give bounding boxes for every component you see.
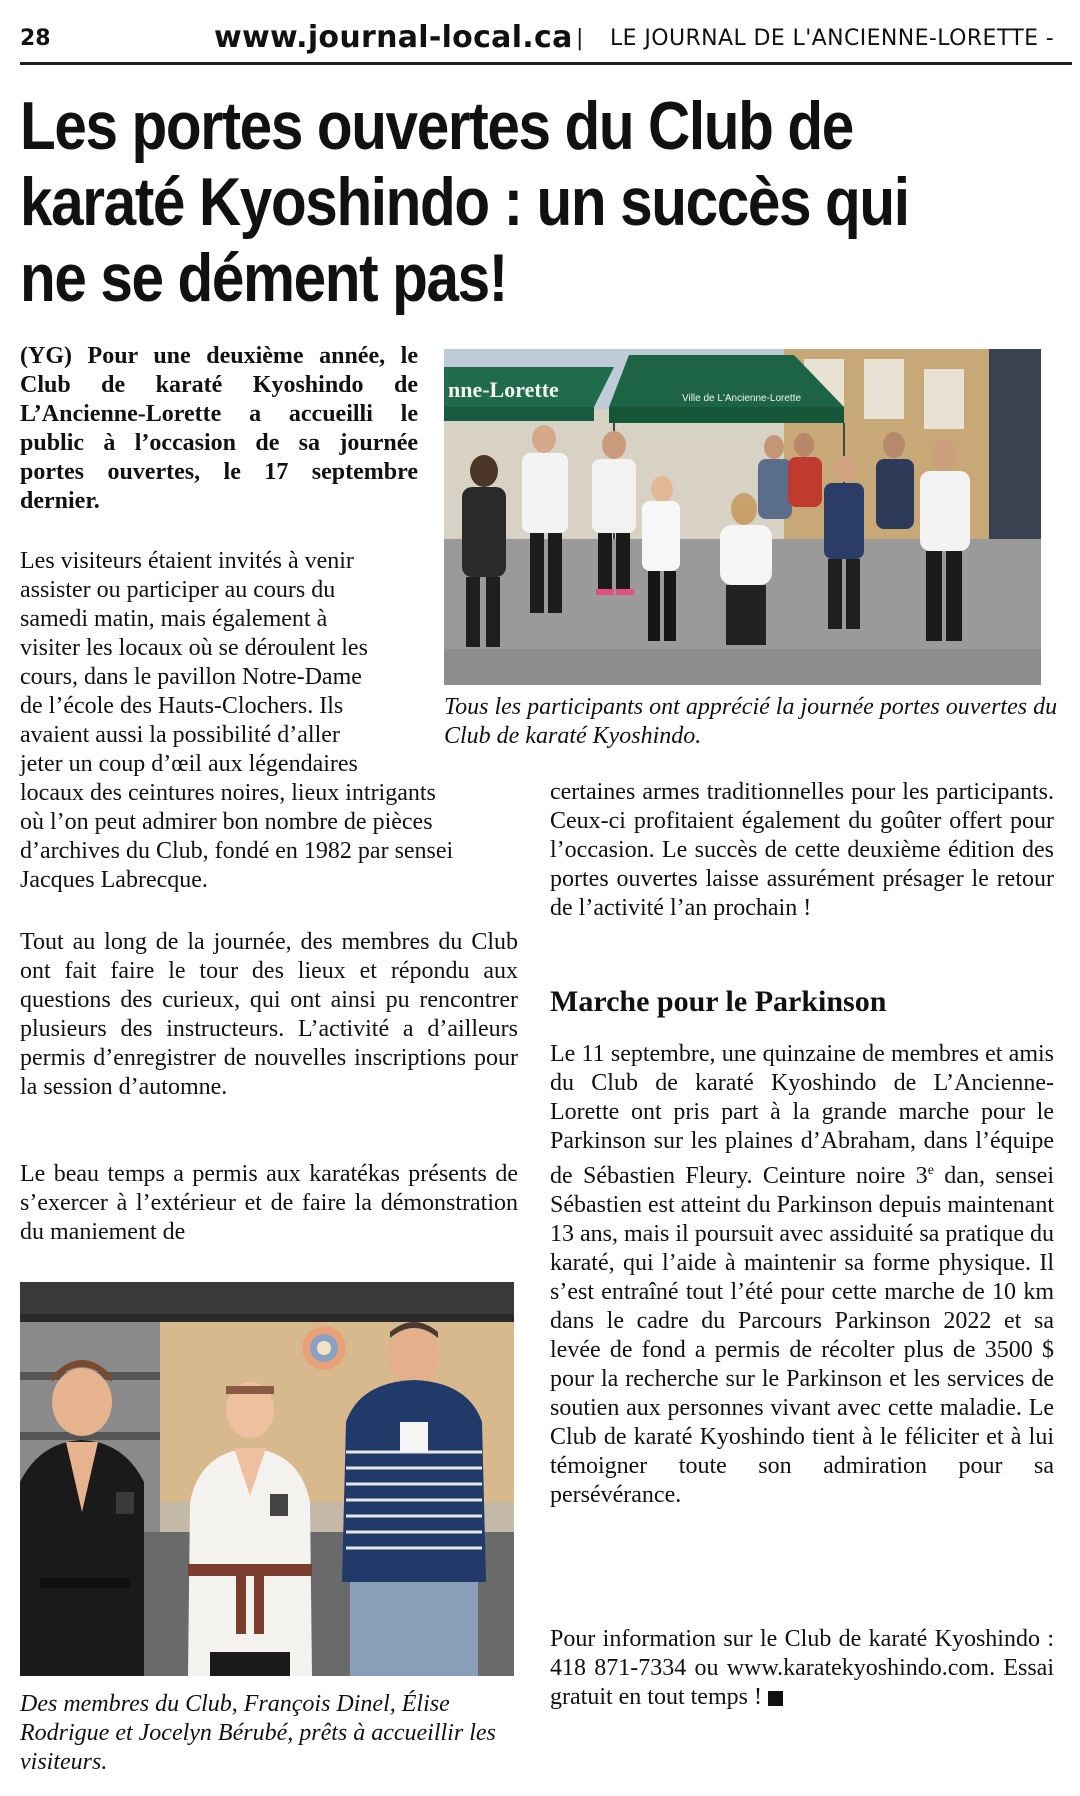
text-run: dan, sensei Sébastien est atteint du Parkinson depuis maintenant 13 ans, mais il poursuit avec assiduité sa pratique du karaté, qui l’aide à maintenir sa forme physique. Il s’est entraîné tout l’été pour cette marche de 10 km dans le cadre du Parcours Parkinson 2022 et sa levée de fond a permis de récolter plus de 3500 $ pour la recherche sur le Parkinson et les services de soutien aux personnes vivant avec cette maladie. Le Club de karaté Kyoshindo tient à le féliciter et à lui témoigner toute son admiration pour sa persévérance. (550, 1163, 1055, 1508)
photo-open-house-caption: Tous les participants ont apprécié la journée portes ouvertes du Club de karaté Kyoshindo. (444, 694, 1058, 749)
text-line: de l’école des Hauts-Clochers. Ils (20, 693, 344, 719)
header-separator: | (576, 26, 584, 51)
text-line: Jacques Labrecque. (20, 867, 208, 893)
paragraph-tour: Tout au long de la journée, des membres du Club ont fait faire le tour des lieux et répondu aux questions des curieux, qui ont ainsi pu rencontrer plusieurs des instructeurs. L’activité a d’ailleurs permis d’enregistrer de nouvelles inscriptions pour la session d’automne. (20, 929, 518, 1100)
page-number: 28 (20, 26, 51, 51)
headline-line: Les portes ouvertes du Club de (20, 88, 853, 164)
superscript: e (927, 1163, 934, 1178)
paragraph-contact (550, 1625, 1054, 1712)
headline-line: karaté Kyoshindo : un succès qui (20, 164, 909, 240)
text-line: jeter un coup d’œil aux légendaires (20, 751, 358, 777)
end-of-article-mark (768, 1691, 783, 1706)
page-header (20, 14, 1072, 62)
paragraph-visitors-continued (20, 779, 520, 895)
photo-open-house (444, 349, 1041, 685)
text-line: locaux des ceintures noires, lieux intrigants (20, 780, 436, 806)
text-line: cours, dans le pavillon Notre-Dame (20, 664, 362, 690)
paragraph-weather: Le beau temps a permis aux karatékas présents de s’exercer à l’extérieur et de faire la démonstration du maniement de (20, 1161, 518, 1245)
tent-banner-text: nne-Lorette (448, 377, 559, 402)
text-line: assister ou participer au cours du (20, 577, 336, 603)
paragraph-parkinson (550, 1040, 1054, 1510)
text-line: d’archives du Club, fondé en 1982 par sensei (20, 838, 454, 864)
photo-club-members-illustration (20, 1282, 514, 1676)
contact-text: Pour information sur le Club de karaté Kyoshindo : 418 871-7334 ou www.karatekyoshindo.com. Essai gratuit en tout temps ! (550, 1626, 1054, 1710)
article-lede: (YG) Pour une deuxième année, le Club de karaté Kyoshindo de L’Ancienne-Lorette a accueilli le public à l’occasion de sa journée portes ouvertes, le 17 septembre dernier. (20, 343, 418, 514)
publication-name: LE JOURNAL DE L'ANCIENNE-LORETTE - (610, 26, 1055, 51)
tent-small-text: Ville de L'Ancienne-Lorette (682, 393, 802, 404)
text-line: visiter les locaux où se déroulent les (20, 635, 368, 661)
website-url[interactable]: www.journal-local.ca (214, 20, 573, 55)
text-run: Le 11 septembre, une quinzaine de membres et amis du Club de karaté Kyoshindo de L’Ancienne-Lorette ont pris part à la grande marche pour le Parkinson sur les plaines d’Abraham, dans l’équipe de Sébastien Fleury. Ceinture noire 3 (550, 1041, 1054, 1189)
text-line: Les visiteurs étaient invités à venir (20, 548, 354, 574)
paragraph-weapons: certaines armes traditionnelles pour les participants. Ceux-ci profitaient également du goûter offert pour l’occasion. Le succès de cette deuxième édition des portes ouvertes laisse assurément présager le retour de l’activité l’an prochain ! (550, 779, 1054, 921)
photo-open-house-illustration (444, 349, 1041, 685)
article-headline (20, 88, 923, 316)
text-line: avaient aussi la possibilité d’aller (20, 722, 340, 748)
section-subhead: Marche pour le Parkinson (550, 985, 887, 1018)
header-rule (20, 62, 1072, 65)
photo-club-members (20, 1282, 514, 1676)
paragraph-visitors (20, 547, 418, 779)
text-line: samedi matin, mais également à (20, 606, 328, 632)
photo-club-members-caption: Des membres du Club, François Dinel, Élise Rodrigue et Jocelyn Bérubé, prêts à accueillir les visiteurs. (20, 1691, 496, 1775)
headline-line: ne se dément pas! (20, 240, 507, 316)
text-line: où l’on peut admirer bon nombre de pièces (20, 809, 433, 835)
